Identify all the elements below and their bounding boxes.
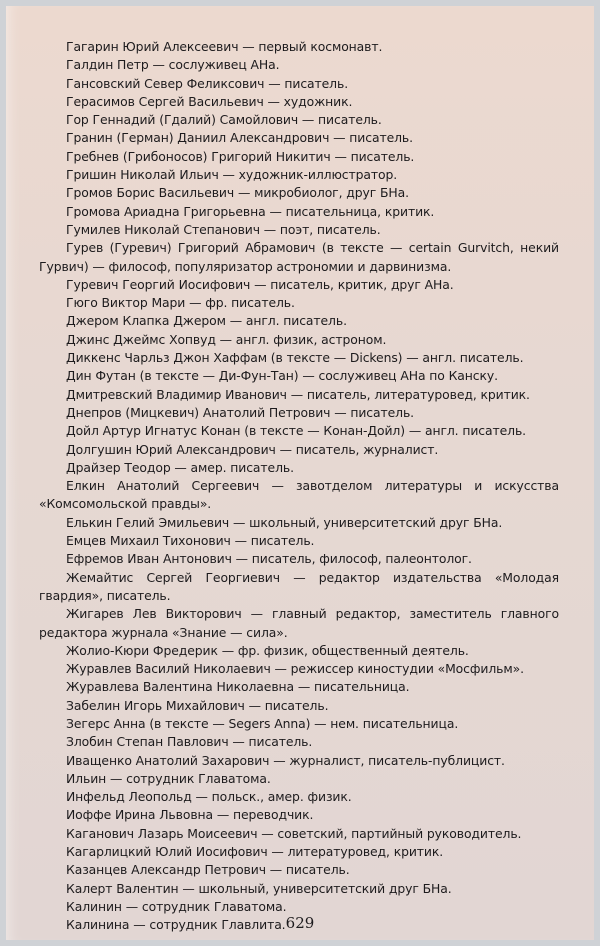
index-entry: Громова Ариадна Григорьевна — писательница, критик. <box>66 203 435 219</box>
index-entry: Иоффе Ирина Львовна — переводчик. <box>66 807 314 823</box>
index-entry: Казанцев Александр Петрович — писатель. <box>66 862 350 878</box>
index-of-names <box>39 38 559 935</box>
index-entry: Инфельд Леопольд — польск., амер. физик. <box>66 789 352 805</box>
index-entry: Каганович Лазарь Моисеевич — советский, партийный руководитель. <box>66 825 522 841</box>
index-entry: Гансовский Север Феликсович — писатель. <box>66 75 349 91</box>
index-entry: Калерт Валентин — школьный, университетский друг БНа. <box>66 880 452 896</box>
index-entry: Галдин Петр — сослуживец АНа. <box>66 57 280 73</box>
index-entry: Журавлева Валентина Николаевна — писательница. <box>66 679 410 695</box>
index-entry: Гранин (Герман) Даниил Александрович — писатель. <box>66 130 413 146</box>
index-entry: Гурев (Гуревич) Григорий Абрамович (в тексте — certain Gurvitch, некий Гурвич) — философ, популяризатор астрономии и дарвинизма. <box>39 240 559 274</box>
index-entry: Калинина — сотрудник Главлита. <box>66 917 286 933</box>
index-entry: Елкин Анатолий Сергеевич — завотделом литературы и искусства «Комсомольской правды». <box>39 478 559 512</box>
index-entry: Диккенс Чарльз Джон Хаффам (в тексте — Dickens) — англ. писатель. <box>66 350 524 366</box>
index-entry: Жолио-Кюри Фредерик — фр. физик, общественный деятель. <box>66 642 469 658</box>
index-entry: Гумилев Николай Степанович — поэт, писатель. <box>66 221 381 237</box>
index-entry: Жемайтис Сергей Георгиевич — редактор издательства «Молодая гвардия», писатель. <box>39 569 559 603</box>
index-entry: Гор Геннадий (Гдалий) Самойлович — писатель. <box>66 112 382 128</box>
index-entry: Зегерс Анна (в тексте — Segers Anna) — нем. писательница. <box>66 715 459 731</box>
index-entry: Джером Клапка Джером — англ. писатель. <box>66 313 347 329</box>
index-entry: Гуревич Георгий Иосифович — писатель, критик, друг АНа. <box>66 276 454 292</box>
index-entry: Джинс Джеймс Хопвуд — англ. физик, астроном. <box>66 331 387 347</box>
index-entry: Елькин Гелий Эмильевич — школьный, университетский друг БНа. <box>66 514 503 530</box>
index-entry: Дойл Артур Игнатус Конан (в тексте — Конан-Дойл) — англ. писатель. <box>66 423 527 439</box>
index-entry: Иващенко Анатолий Захарович — журналист, писатель-публицист. <box>66 752 505 768</box>
index-entry: Громов Борис Васильевич — микробиолог, друг БНа. <box>66 185 409 201</box>
index-entry: Гагарин Юрий Алексеевич — первый космонавт. <box>66 39 383 54</box>
index-entry: Злобин Степан Павлович — писатель. <box>66 734 313 750</box>
index-entry: Ефремов Иван Антонович — писатель, философ, палеонтолог. <box>66 551 472 567</box>
index-entry: Гребнев (Грибоносов) Григорий Никитич — писатель. <box>66 148 415 164</box>
index-entry: Днепров (Мицкевич) Анатолий Петрович — писатель. <box>66 404 415 420</box>
index-entry: Емцев Михаил Тихонович — писатель. <box>66 533 315 549</box>
index-entry: Герасимов Сергей Васильевич — художник. <box>66 93 353 109</box>
index-entry: Ильин — сотрудник Главатома. <box>66 770 271 786</box>
book-page <box>6 6 594 940</box>
index-entry: Дин Футан (в тексте — Ди-Фун-Тан) — сослуживец АНа по Канску. <box>66 368 498 384</box>
index-entry: Забелин Игорь Михайлович — писатель. <box>66 697 329 713</box>
index-entry: Жигарев Лев Викторович — главный редактор, заместитель главного редактора журнала «Знание — сила». <box>39 606 559 640</box>
index-entry: Дмитревский Владимир Иванович — писатель, литературовед, критик. <box>66 386 530 402</box>
index-entry: Журавлев Василий Николаевич — режиссер киностудии «Мосфильм». <box>66 661 524 677</box>
index-entry: Гюго Виктор Мари — фр. писатель. <box>66 295 295 311</box>
index-entry: Долгушин Юрий Александрович — писатель, журналист. <box>66 441 439 457</box>
index-entry: Калинин — сотрудник Главатома. <box>66 898 287 914</box>
index-entry: Кагарлицкий Юлий Иосифович — литературовед, критик. <box>66 844 444 860</box>
index-entry: Драйзер Теодор — амер. писатель. <box>66 459 294 475</box>
index-entry: Гришин Николай Ильич — художник-иллюстратор. <box>66 167 398 183</box>
page-number: 629 <box>285 914 315 932</box>
